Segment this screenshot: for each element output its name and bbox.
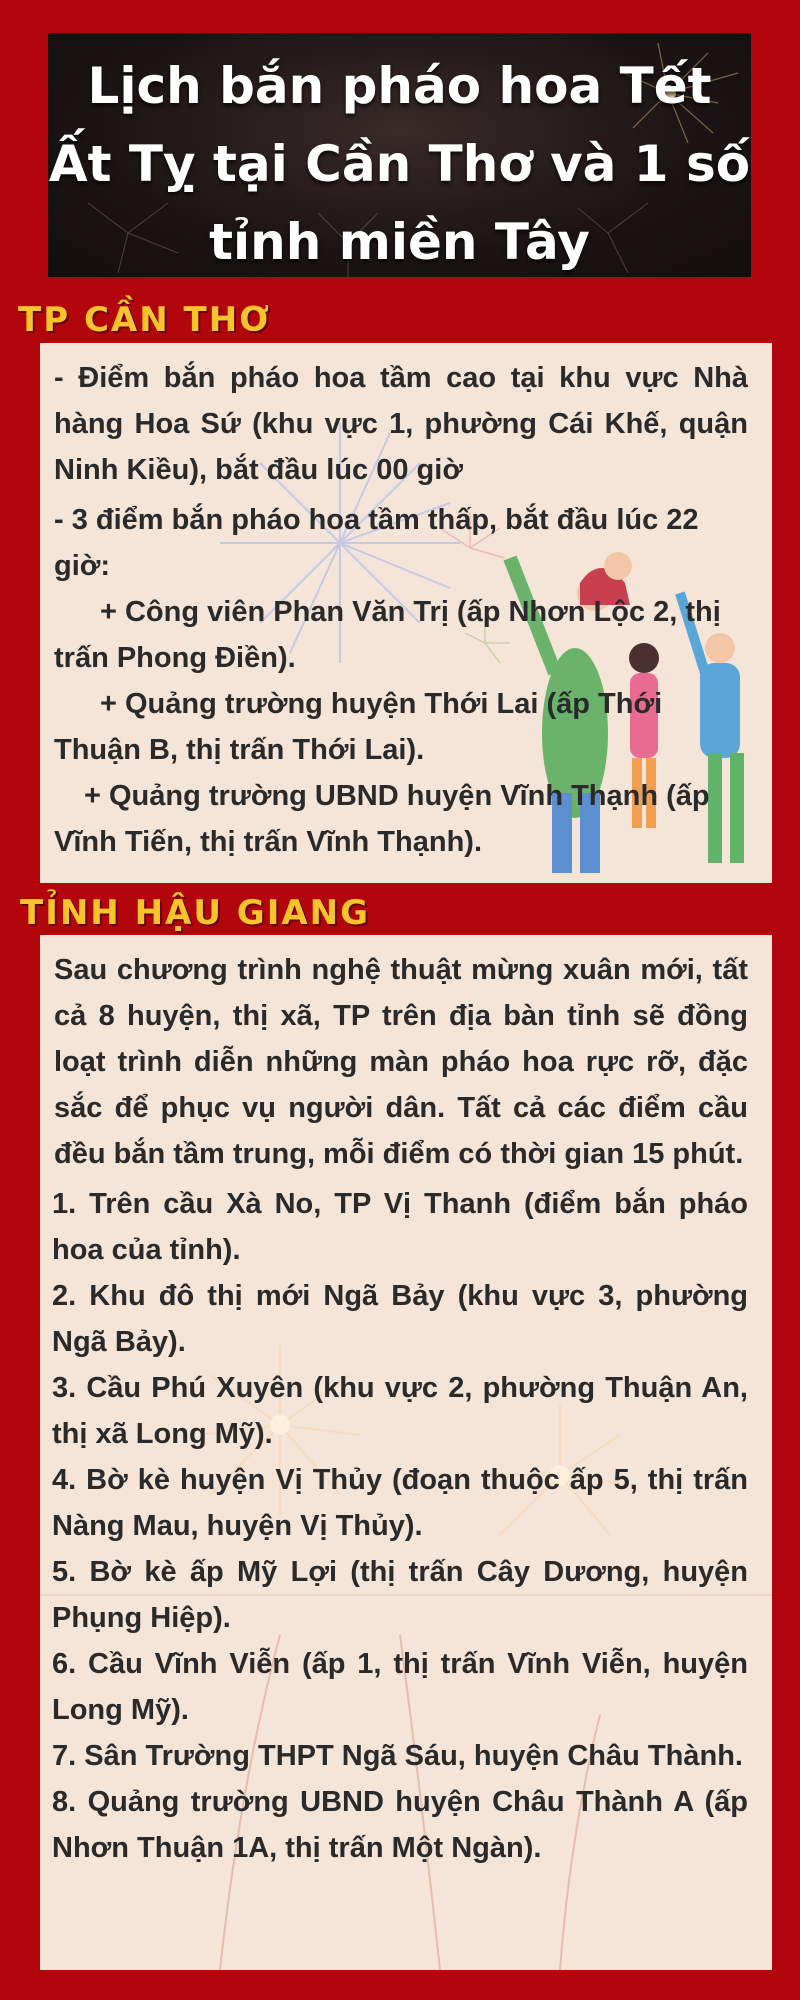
location-vinh-thanh: + Quảng trường UBND huyện Vĩnh Thạnh (ấp Vĩnh Tiến, thị trấn Vĩnh Thạnh). [54, 780, 710, 858]
list-item: 6. Cầu Vĩnh Viễn (ấp 1, thị trấn Vĩnh Viễn, huyện Long Mỹ). [52, 1648, 748, 1726]
list-item: 1. Trên cầu Xà No, TP Vị Thanh (điểm bắn pháo hoa của tỉnh). [52, 1188, 748, 1266]
hau-giang-intro: Sau chương trình nghệ thuật mừng xuân mới, tất cả 8 huyện, thị xã, TP trên địa bàn tỉnh sẽ đồng loạt trình diễn những màn pháo hoa rực rỡ, đặc sắc để phục vụ người dân. Tất cả các điểm cầu đều bắn tầm trung, mỗi điểm có thời gian 15 phút. [54, 954, 748, 1170]
list-item: 7. Sân Trường THPT Ngã Sáu, huyện Châu Thành. [52, 1740, 743, 1772]
location-thoi-lai: + Quảng trường huyện Thới Lai (ấp Thới Thuận B, thị trấn Thới Lai). [54, 688, 663, 766]
paragraph-low-altitude: - 3 điểm bắn pháo hoa tầm thấp, bắt đầu lúc 22 giờ: [54, 504, 699, 582]
title-banner [48, 33, 751, 277]
hau-giang-panel [40, 935, 772, 1970]
list-item: 5. Bờ kè ấp Mỹ Lợi (thị trấn Cây Dương, huyện Phụng Hiệp). [52, 1556, 748, 1634]
section-heading-hau-giang: TỈNH HẬU GIANG [20, 893, 371, 933]
can-tho-panel [40, 343, 772, 883]
location-phong-dien: + Công viên Phan Văn Trị (ấp Nhơn Lộc 2, thị trấn Phong Điền). [54, 596, 721, 674]
list-item: 3. Cầu Phú Xuyên (khu vực 2, phường Thuận An, thị xã Long Mỹ). [52, 1372, 748, 1450]
paragraph-high-altitude: - Điểm bắn pháo hoa tầm cao tại khu vực Nhà hàng Hoa Sứ (khu vực 1, phường Cái Khế, quận Ninh Kiều), bắt đầu lúc 00 giờ [54, 362, 748, 486]
list-item: 2. Khu đô thị mới Ngã Bảy (khu vực 3, phường Ngã Bảy). [52, 1280, 748, 1358]
section-heading-can-tho: TP CẦN THƠ [18, 300, 271, 340]
list-item: 8. Quảng trường UBND huyện Châu Thành A (ấp Nhơn Thuận 1A, thị trấn Một Ngàn). [52, 1786, 748, 1864]
page-title: Lịch bắn pháo hoa Tết Ất Tỵ tại Cần Thơ và 1 số tỉnh miền Tây [48, 57, 751, 271]
hau-giang-location-list [40, 1181, 772, 1871]
list-item: 4. Bờ kè huyện Vị Thủy (đoạn thuộc ấp 5, thị trấn Nàng Mau, huyện Vị Thủy). [52, 1464, 748, 1542]
